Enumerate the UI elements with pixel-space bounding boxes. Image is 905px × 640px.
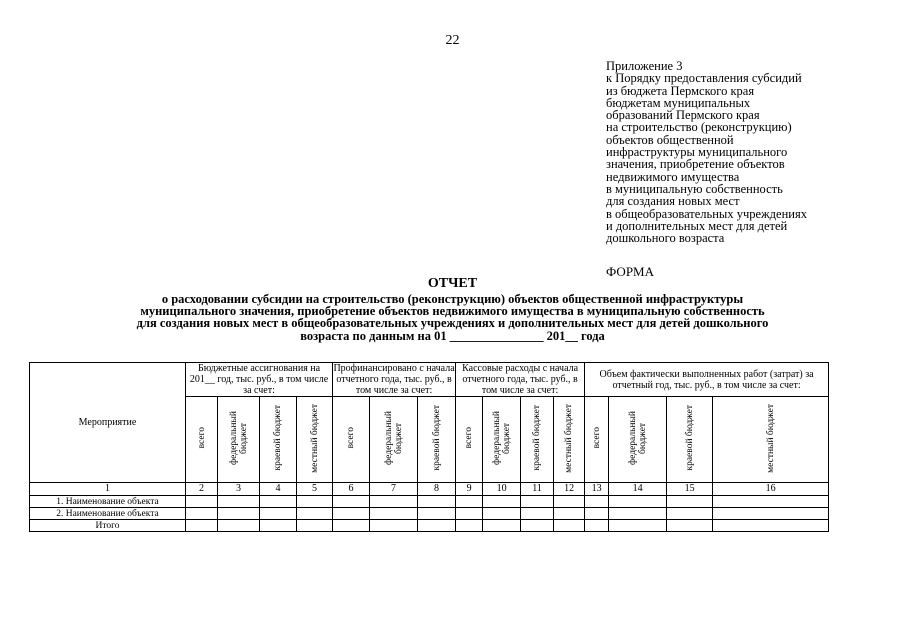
appendix-line: бюджетам муниципальных [606,95,751,110]
data-cell[interactable] [667,508,713,520]
subheader-label: федеральный бюджет [491,411,512,465]
page-number: 22 [445,33,460,48]
data-cell[interactable] [333,520,370,532]
subheader-cell [521,397,554,483]
data-cell[interactable] [456,520,483,532]
group-header-assignments: Бюджетные ассигнования на 201__ год, тыс. руб., в том числе за счет: [186,363,333,397]
data-cell[interactable] [418,508,456,520]
column-number: 2 [186,483,218,496]
data-cell[interactable] [218,496,260,508]
data-cell[interactable] [186,508,218,520]
column-number: 7 [370,483,418,496]
subheader-label: местный бюджет [765,403,776,473]
report-subtitle [20,293,885,342]
data-cell[interactable] [260,520,297,532]
row-label: Итого [30,520,186,532]
subheader-cell [585,397,609,483]
table-row [30,496,829,508]
data-cell[interactable] [713,496,829,508]
data-cell[interactable] [713,508,829,520]
column-number: 3 [218,483,260,496]
report-subtitle-line: возраста по данным на 01 _______________ 201__ года [300,328,605,343]
data-cell[interactable] [585,508,609,520]
appendix-line: на строительство (реконструкцию) [606,120,792,135]
data-cell[interactable] [297,496,333,508]
group-header-work-volume: Объем фактически выполненных работ (затрат) за отчетный год, тыс. руб., в том числе за счет: [585,363,829,397]
appendix-line: в общеобразовательных учреждениях [606,206,807,221]
subheader-cell [609,397,667,483]
subheader-cell [186,397,218,483]
data-cell[interactable] [483,520,521,532]
data-cell[interactable] [667,496,713,508]
row-label: 1. Наименование объекта [30,496,186,508]
subheader-label: краевой бюджет [431,405,442,471]
subheader-cell [297,397,333,483]
data-cell[interactable] [218,508,260,520]
appendix-line: из бюджета Пермского края [606,83,755,98]
subheader-cell [370,397,418,483]
appendix-line: объектов общественной [606,132,734,147]
data-cell[interactable] [418,496,456,508]
report-subtitle-line: о расходовании субсидии на строительство (реконструкцию) объектов общественной инфраструктуры [161,292,744,306]
column-number: 5 [297,483,333,496]
appendix-line: инфраструктуры муниципального [606,145,788,160]
data-cell[interactable] [554,508,585,520]
data-cell[interactable] [609,520,667,532]
appendix-line: Приложение 3 [606,59,683,73]
report-title: ОТЧЕТ [427,276,478,291]
report-table [29,362,829,532]
subheader-label: всего [464,427,475,449]
subheader-cell [483,397,521,483]
subheader-label: местный бюджет [564,403,575,473]
column-number: 1 [30,483,186,496]
data-cell[interactable] [609,496,667,508]
subheader-cell [260,397,297,483]
subheader-label: федеральный бюджет [383,411,404,465]
appendix-line: к Порядку предоставления субсидий [606,71,802,86]
measure-header: Мероприятие [30,363,186,483]
column-number: 6 [333,483,370,496]
column-number: 12 [554,483,585,496]
column-number: 4 [260,483,297,496]
subheader-cell [418,397,456,483]
data-cell[interactable] [521,496,554,508]
data-cell[interactable] [186,520,218,532]
group-header-financed: Профинансировано с начала отчетного года, тыс. руб., в том числе за счет: [333,363,455,396]
data-cell[interactable] [260,508,297,520]
data-cell[interactable] [333,496,370,508]
subheader-label: федеральный бюджет [627,411,648,465]
data-cell[interactable] [218,520,260,532]
subheader-label: краевой бюджет [273,405,283,471]
data-cell[interactable] [370,508,418,520]
data-cell[interactable] [667,520,713,532]
subheader-cell [333,397,370,483]
data-cell[interactable] [456,508,483,520]
data-cell[interactable] [585,496,609,508]
data-cell[interactable] [333,508,370,520]
appendix-line: недвижимого имущества [606,169,740,184]
subheader-label: местный бюджет [309,403,320,473]
subheader-cell [713,397,829,483]
row-label: 2. Наименование объекта [30,508,186,520]
subheader-label: всего [591,427,602,449]
subheader-label: всего [196,427,207,449]
subheader-label: всего [346,427,357,449]
column-number: 14 [609,483,667,496]
column-number: 11 [521,483,554,496]
data-cell[interactable] [297,508,333,520]
data-cell[interactable] [609,508,667,520]
table-row-total [30,520,829,532]
data-cell[interactable] [260,496,297,508]
appendix-line: образований Пермского края [606,108,760,123]
column-number: 13 [585,483,609,496]
table-row [30,508,829,520]
appendix-line: в муниципальную собственность [606,181,783,196]
appendix-line: дошкольного возраста [606,231,725,246]
data-cell[interactable] [370,496,418,508]
data-cell[interactable] [713,520,829,532]
group-header-cash-expenses: Кассовые расходы с начала отчетного года, тыс. руб., в том числе за счет: [456,363,585,397]
report-subtitle-line: для создания новых мест в общеобразовательных учреждениях и дополнительных мест для детей дошкольного [136,316,769,331]
subheader-cell [554,397,585,483]
data-cell[interactable] [483,496,521,508]
subheader-label: федеральный бюджет [228,411,249,465]
data-cell[interactable] [297,520,333,532]
subheader-label: краевой бюджет [532,405,543,471]
data-cell[interactable] [585,520,609,532]
appendix-block [606,60,896,244]
column-number: 16 [713,483,829,496]
data-cell[interactable] [554,496,585,508]
appendix-line: и дополнительных мест для детей [606,218,788,233]
data-cell[interactable] [521,520,554,532]
appendix-line: значения, приобретение объектов [606,157,785,172]
data-cell[interactable] [521,508,554,520]
data-cell[interactable] [554,520,585,532]
subheader-cell [456,397,483,483]
column-number: 9 [456,483,483,496]
form-label: ФОРМА [606,264,654,279]
column-number: 10 [483,483,521,496]
report-subtitle-line: муниципального значения, приобретение объектов недвижимого имущества в муниципальную собственность [140,304,765,319]
data-cell[interactable] [370,520,418,532]
subheader-cell [667,397,713,483]
column-number: 15 [667,483,713,496]
data-cell[interactable] [483,508,521,520]
appendix-line: для создания новых мест [606,194,740,209]
data-cell[interactable] [186,496,218,508]
data-cell[interactable] [418,520,456,532]
data-cell[interactable] [456,496,483,508]
subheader-label: краевой бюджет [684,405,695,471]
column-number: 8 [418,483,456,496]
subheader-cell [218,397,260,483]
